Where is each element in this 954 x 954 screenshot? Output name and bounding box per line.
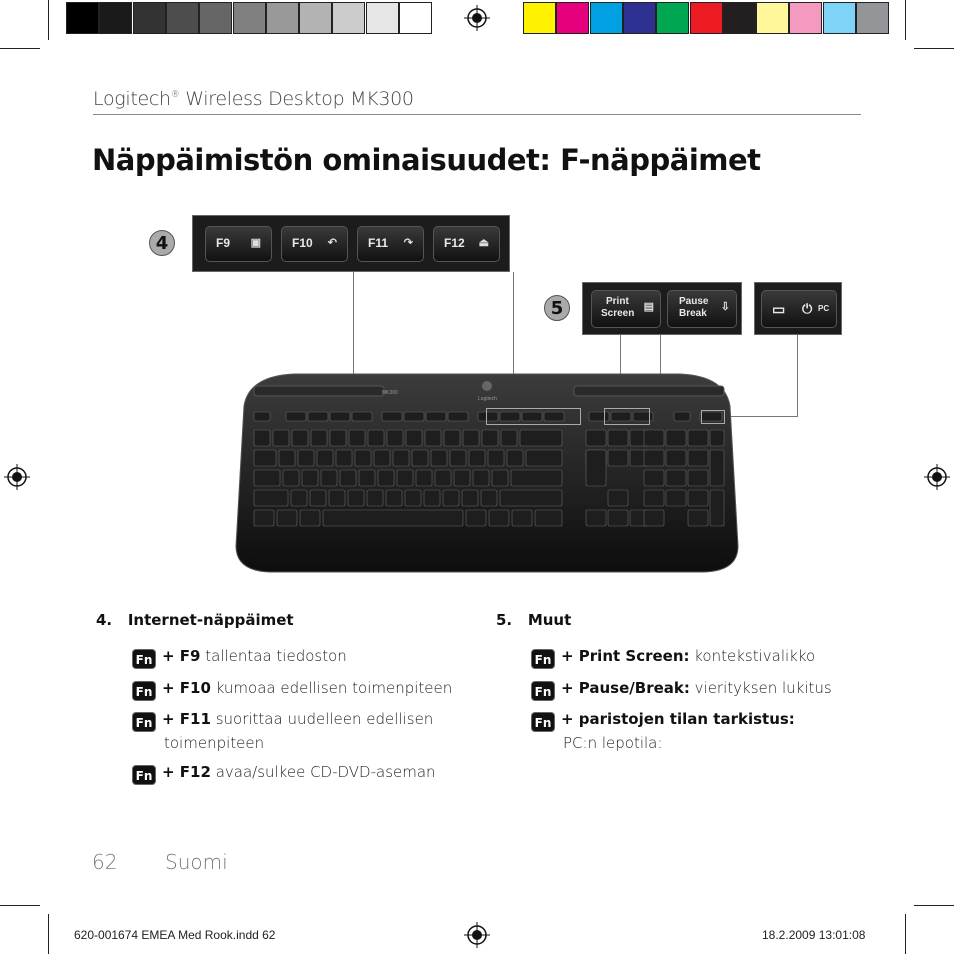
keyboard-key (378, 470, 394, 486)
fn-key-icon: Fn (531, 712, 555, 732)
redo-icon: ↷ (403, 237, 413, 249)
crop-mark (0, 905, 40, 906)
keyboard-key (340, 470, 356, 486)
keyboard-key (586, 430, 606, 446)
keyboard-key (298, 450, 314, 466)
keyboard-key (526, 450, 562, 466)
keyboard-key (425, 430, 441, 446)
keyboard-key (520, 430, 562, 446)
keyboard-key (511, 470, 562, 486)
keyboard-key (367, 490, 383, 506)
other-keys-highlight-box (604, 408, 650, 425)
keyboard-key (254, 470, 280, 486)
fn-key-icon: Fn (531, 681, 555, 701)
section-4-heading (96, 611, 294, 629)
color-swatch (690, 2, 723, 34)
keyboard-key (336, 450, 352, 466)
keyboard-key (355, 450, 371, 466)
crop-mark (914, 905, 954, 906)
keyboard-key (608, 450, 628, 466)
keyboard-key (310, 490, 326, 506)
color-swatch (656, 2, 689, 34)
battery-key-strip (754, 282, 842, 335)
keyboard-key (424, 490, 440, 506)
gray-swatch (133, 2, 166, 34)
registration-mark-icon (464, 922, 490, 948)
keyboard-key (482, 430, 498, 446)
keyboard-key (426, 412, 446, 421)
crop-mark (905, 0, 906, 40)
f10-key (281, 226, 348, 262)
keyboard-key (688, 450, 708, 466)
brand-name: Logitech (93, 88, 171, 110)
f9-key-label: F9 (216, 236, 231, 250)
pc-label: PC (818, 304, 830, 313)
keyboard-key (666, 430, 686, 446)
color-swatch (623, 2, 656, 34)
callout-badge-4: 4 (149, 230, 175, 256)
registration-mark-icon (4, 464, 30, 490)
registration-mark-icon (924, 464, 950, 490)
keyboard-key (454, 470, 470, 486)
eject-icon: ⏏ (478, 237, 489, 249)
keyboard-key (710, 490, 724, 526)
keyboard-key (279, 450, 295, 466)
keyboard-key (450, 450, 466, 466)
keyboard-key (492, 470, 508, 486)
keyboard-key (359, 470, 375, 486)
keyboard-key (586, 510, 606, 526)
keyboard-key (435, 470, 451, 486)
product-name: Wireless Desktop MK300 (179, 88, 414, 110)
keyboard-key (291, 490, 307, 506)
keyboard-key (443, 490, 459, 506)
color-swatch (823, 2, 856, 34)
callout-connector (797, 335, 798, 416)
gray-swatch (199, 2, 232, 34)
keyboard-key (311, 430, 327, 446)
pause-break-description: Fn + Pause/Break: vierityksen lukitus (531, 677, 832, 701)
keyboard-key (323, 510, 463, 526)
print-screen-label-top: Print (606, 296, 629, 307)
f10-description: Fn + F10 kumoaa edellisen toimenpiteen (132, 677, 452, 701)
fn-key-icon: Fn (531, 649, 555, 669)
keyboard-key (489, 510, 509, 526)
keyboard-key (507, 450, 523, 466)
keyboard-key (448, 412, 468, 421)
page-title: Näppäimistön ominaisuudet: F-näppäimet (92, 143, 761, 177)
slug-filename: 620-001674 EMEA Med Rook.indd 62 (74, 928, 276, 942)
keyboard-key (512, 510, 532, 526)
keyboard-key (352, 412, 372, 421)
keyboard-key (666, 450, 686, 466)
keyboard-model-text: MK300 (382, 390, 398, 396)
gray-swatch (99, 2, 132, 34)
color-swatch (756, 2, 789, 34)
keyboard-key (463, 430, 479, 446)
gray-swatch (66, 2, 99, 34)
color-swatch (789, 2, 822, 34)
page-number: 62 (92, 850, 118, 874)
gray-swatch (332, 2, 365, 34)
gray-swatch (299, 2, 332, 34)
fn-key-icon: Fn (132, 765, 156, 785)
gray-swatch (366, 2, 399, 34)
keyboard-key (330, 412, 350, 421)
f11-description: Fn + F11 suorittaa uudelleen edellisen toimenpiteen (132, 708, 433, 754)
keyboard-key (644, 450, 664, 466)
keyboard-key (666, 490, 686, 506)
battery-check-key (761, 290, 837, 328)
keyboard-key (431, 450, 447, 466)
keyboard-key (644, 430, 664, 446)
f12-description: Fn + F12 avaa/sulkee CD-DVD-aseman (132, 761, 436, 785)
keyboard-key (283, 470, 299, 486)
gray-swatch (266, 2, 299, 34)
keyboard-key (688, 430, 708, 446)
slug-timestamp: 18.2.2009 13:01:08 (762, 928, 866, 942)
f12-key-label: F12 (444, 236, 465, 250)
crop-mark (48, 0, 49, 40)
keyboard-key (416, 470, 432, 486)
keyboard-key (666, 470, 686, 486)
keyboard-key (644, 510, 664, 526)
color-swatch (723, 2, 756, 34)
keyboard-key (397, 470, 413, 486)
keyboard-key (444, 430, 460, 446)
print-screen-key (591, 290, 661, 328)
pause-label-top: Pause (679, 296, 709, 307)
footer-language: Suomi (165, 850, 228, 874)
print-screen-description: Fn + Print Screen: kontekstivalikko (531, 645, 815, 669)
f12-key (433, 226, 500, 262)
keyboard-key (254, 412, 270, 421)
battery-icon: ▭ (772, 301, 786, 317)
f9-key (205, 226, 272, 262)
keyboard-key (469, 450, 485, 466)
keyboard-key (462, 490, 478, 506)
f10-key-label: F10 (292, 236, 313, 250)
keyboard-key (386, 490, 402, 506)
f11-key (357, 226, 424, 262)
keyboard-key (254, 450, 276, 466)
keyboard-key (608, 490, 628, 506)
keyboard-key (329, 490, 345, 506)
keyboard-key (710, 450, 724, 486)
keyboard-illustration (234, 366, 740, 574)
save-icon: ▣ (250, 237, 261, 249)
keyboard-key (348, 490, 364, 506)
gray-swatch (233, 2, 266, 34)
crop-mark (48, 914, 49, 954)
fkey-highlight-box (486, 408, 581, 425)
keyboard-key (254, 430, 270, 446)
color-swatch (590, 2, 623, 34)
gray-swatch (166, 2, 199, 34)
other-keys-strip (582, 282, 742, 335)
keyboard-key (674, 412, 690, 421)
crop-mark (914, 48, 954, 49)
section-5-number: 5. (496, 611, 513, 629)
keyboard-key (273, 430, 289, 446)
gray-swatch (399, 2, 432, 34)
keyboard-key (321, 470, 337, 486)
fkey-strip (192, 215, 510, 272)
power-icon: ⏻ (802, 301, 813, 316)
keyboard-key (254, 510, 274, 526)
keyboard-key (473, 470, 489, 486)
keyboard-key (710, 430, 724, 446)
keyboard-key (412, 450, 428, 466)
keyboard-key (368, 430, 384, 446)
keyboard-key (608, 510, 628, 526)
header-rule (93, 114, 861, 115)
keyboard-key (317, 450, 333, 466)
context-menu-icon: ▤ (643, 301, 654, 313)
section-4-number: 4. (96, 611, 113, 629)
keyboard-key (404, 412, 424, 421)
fn-key-icon: Fn (132, 712, 156, 732)
keyboard-key (393, 450, 409, 466)
fn-key-icon: Fn (132, 649, 156, 669)
section-5-title: Muut (527, 611, 572, 629)
keyboard-key (374, 450, 390, 466)
color-swatch (856, 2, 889, 34)
keyboard-key (387, 430, 403, 446)
color-swatch (523, 2, 556, 34)
keyboard-key (535, 510, 562, 526)
f11-key-label: F11 (368, 236, 389, 250)
keyboard-key (688, 470, 708, 486)
battery-key-highlight-box (701, 410, 725, 424)
keyboard-key (406, 430, 422, 446)
keyboard-key (688, 510, 708, 526)
keyboard-key (330, 430, 346, 446)
keyboard-key (481, 490, 497, 506)
callout-badge-5: 5 (544, 295, 570, 321)
print-screen-label-bottom: Screen (601, 308, 635, 319)
keyboard-key (688, 490, 708, 506)
registered-mark: ® (170, 90, 180, 100)
registration-mark-icon (464, 5, 490, 31)
fn-key-icon: Fn (132, 681, 156, 701)
undo-icon: ↶ (327, 237, 337, 249)
keyboard-key (300, 510, 320, 526)
keyboard-key (308, 412, 328, 421)
scroll-lock-icon: ⇩ (720, 301, 730, 313)
keyboard-key (254, 490, 288, 506)
section-5-heading (496, 611, 571, 629)
keyboard-key (644, 490, 664, 506)
section-4-title: Internet-näppäimet (127, 611, 294, 629)
keyboard-key (382, 412, 402, 421)
keyboard-key (349, 430, 365, 446)
keyboard-key (501, 430, 517, 446)
keyboard-key (500, 490, 562, 506)
color-swatch (556, 2, 589, 34)
crop-mark (905, 914, 906, 954)
crop-mark (0, 48, 40, 49)
pause-break-key (667, 290, 737, 328)
keyboard-key (608, 430, 628, 446)
keyboard-key (277, 510, 297, 526)
keyboard-key (292, 430, 308, 446)
keyboard-key (466, 510, 486, 526)
keyboard-key (644, 470, 664, 486)
keyboard-key (488, 450, 504, 466)
running-header (93, 88, 414, 110)
keyboard-key (405, 490, 421, 506)
battery-check-description: Fn + paristojen tilan tarkistus: PC:n lepotila: (531, 708, 795, 754)
f9-description: Fn + F9 tallentaa tiedoston (132, 645, 347, 669)
keyboard-key (586, 450, 606, 486)
keyboard-key (302, 470, 318, 486)
keyboard-key (286, 412, 306, 421)
break-label-bottom: Break (679, 308, 707, 319)
keyboard-brand-text: Logitech (478, 396, 497, 402)
